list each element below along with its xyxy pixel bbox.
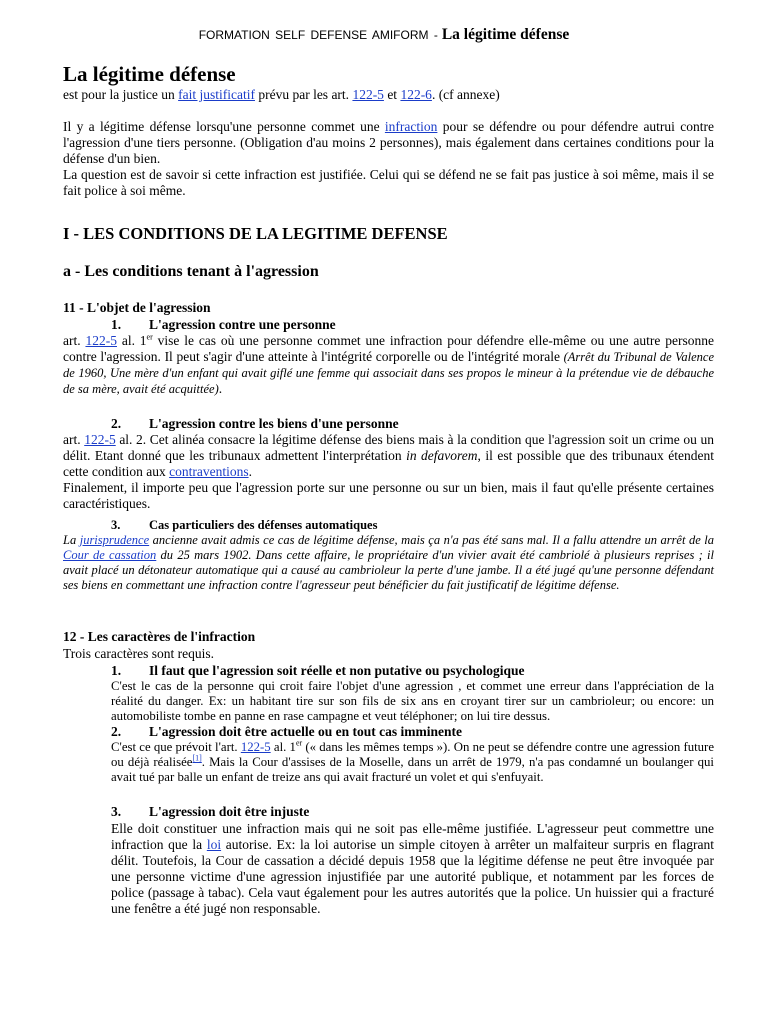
text: , il est possible que des tribunaux étendent cette condition aux (63, 448, 715, 479)
item-11-2-conclusion: Finalement, il importe peu que l'agression porte sur une personne ou sur un bien, mais il faut qu'elle présente certaines caractéristiques. (63, 480, 714, 511)
definition-text-2: pour se défendre ou pour défendre autrui contre l'agression d'une tiers personne. (Obligation d'au moins 2 personnes), mais également dans certaines conditions pour la défense d'un bien. (63, 119, 715, 166)
text: Elle doit constituer une infraction mais qui ne soit pas elle-même justifiée. L'agresseur peut commettre une infraction que la (111, 821, 714, 852)
item-number: 2. (111, 416, 122, 431)
link-122-5-al2[interactable]: 122-5 (84, 432, 116, 447)
item-number: 1. (111, 317, 122, 332)
item-11-1-text (63, 333, 714, 397)
subsection-heading-11: 11 - L'objet de l'agression (63, 300, 211, 315)
text: . Mais la Cour d'assises de la Moselle, dans un arrêt de 1979, n'a pas condamné un boulanger qui avait tué par balle un enfant de treize ans qui avait fracturé un volet et qui s'enfuyait. (111, 755, 714, 784)
item-12-3-title (63, 804, 714, 820)
item-11-2-title (63, 416, 714, 432)
italic-term: in defavorem (406, 448, 478, 463)
item-number: 2. (111, 724, 122, 739)
intro-text-4: . (cf annexe) (431, 87, 500, 102)
item-title: Cas particuliers des défenses automatiques (149, 518, 378, 532)
intro-text-1: est pour la justice un (63, 87, 179, 102)
link-loi[interactable]: loi (206, 837, 222, 852)
item-number: 3. (111, 518, 121, 532)
definition-paragraph (63, 119, 714, 167)
item-title: Il faut que l'agression soit réelle et non putative ou psychologique (149, 663, 525, 678)
item-number: 3. (111, 804, 122, 819)
header-prefix: FORMATION SELF DEFENSE AMIFORM - (198, 28, 438, 42)
item-title: L'agression doit être injuste (149, 804, 310, 819)
item-12-2-title (63, 724, 714, 740)
text: al. 2. Cet alinéa consacre la légitime défense des biens mais à la condition que l'agression soit un crime ou un délit. Etant donné que les tribunaux admettent l'interprétation (63, 432, 714, 463)
item-12-3-text (111, 821, 714, 917)
text: ancienne avait admis ce cas de légitime défense, mais ça n'a pas été sans mal. Il a fallu attendre un arrêt de la (149, 533, 715, 547)
section-heading-a: a - Les conditions tenant à l'agression (63, 263, 319, 280)
item-11-2 (63, 416, 714, 512)
link-122-6[interactable]: 122-6 (400, 87, 432, 102)
text: art. (63, 432, 85, 447)
item-title: L'agression contre une personne (149, 317, 336, 332)
link-122-5[interactable]: 122-5 (352, 87, 384, 102)
link-contraventions[interactable]: contraventions (169, 464, 249, 479)
item-number: 1. (111, 663, 122, 678)
item-11-1 (63, 317, 714, 397)
link-cour-de-cassation[interactable]: Cour de cassation (63, 548, 157, 562)
item-title: L'agression contre les biens d'une personne (149, 416, 399, 431)
text: (« dans les mêmes temps »). On ne peut se défendre contre une agression future ou déjà réalisée (111, 740, 715, 769)
link-122-5-al1[interactable]: 122-5 (85, 333, 117, 348)
item-12-1-text: C'est le cas de la personne qui croit faire l'objet d'une agression , et commet une erreur dans l'appréciation de la réalité du danger. Ex: un habitant tire sur son fils de six ans en croyant tirer sur un cambrioleur; ou encore: un automobiliste tombe en panne en rase campagne et veut téléphoner; on lui tire dessus. (111, 679, 714, 723)
item-title: L'agression doit être actuelle ou en tout cas imminente (149, 724, 462, 739)
item-11-1-title (63, 317, 714, 333)
item-11-3-text (63, 533, 714, 593)
case-reference-italic: (Arrêt du Tribunal de Valence de 1960, Une mère d'un enfant qui avait giflé une femme qui associait dans ses propos le mineur à la prétendue vie de débauche de sa mère, avait été acquittée) (63, 350, 714, 396)
section-heading-1: I - LES CONDITIONS DE LA LEGITIME DEFENSE (63, 224, 448, 243)
question-paragraph: La question est de savoir si cette infraction est justifiée. Celui qui se défend ne se fait pas justice à soi même, mais il se fait police à soi même. (63, 167, 714, 198)
definition-text-1: Il y a légitime défense lorsqu'une personne commet une (63, 119, 385, 134)
item-12-1 (63, 663, 714, 724)
item-12-1-title (63, 663, 714, 679)
link-fait-justificatif[interactable]: fait justificatif (178, 87, 255, 102)
text: art. (63, 333, 86, 348)
text: C'est ce que prévoit l'art. (111, 740, 241, 754)
item-11-2-text (63, 432, 714, 480)
link-122-5-s12[interactable]: 122-5 (240, 740, 271, 754)
text: . (248, 464, 252, 479)
text: autorise. Ex: la loi autorise un simple citoyen à arrêter un malfaiteur surpris en flagrant délit. Toutefois, la Cour de cassation a décidé depuis 1958 que la légitime défense ne peut être invoquée par une personne victime d'une agression injustifiée par une autorité publique, et notamment par les forces de police (passage à tabac). Cela vaut également pour les autres autorités que la police. Un huissier qui a fracturé une fenêtre a été jugé non responsable. (111, 837, 714, 916)
superscript: er (146, 332, 153, 342)
text: al. 1 (116, 333, 147, 348)
text: La (63, 533, 80, 547)
item-12-3 (63, 804, 714, 917)
item-12-2 (63, 724, 714, 785)
page-header (0, 26, 768, 44)
subsection-heading-12: 12 - Les caractères de l'infraction (63, 629, 256, 644)
intro-paragraph (63, 87, 714, 103)
text: du 25 mars 1902. Dans cette affaire, le propriétaire d'un vivier avait été cambriolé à plusieurs reprises ; il avait placé un détonateur automatique qui a causé au cambrioleur la perte d'une jambe. Il a été jugé qu'une personne défendant ses biens en commettant une infraction contre l'agresseur peut bénéficier du fait justificatif de légitime défense. (63, 548, 714, 592)
link-infraction[interactable]: infraction (384, 119, 438, 134)
header-title: La légitime défense (441, 26, 570, 43)
s12-intro: Trois caractères sont requis. (63, 646, 214, 661)
text: al. 1 (270, 740, 296, 754)
link-jurisprudence[interactable]: jurisprudence (79, 533, 150, 547)
footnote-link[interactable]: [1] (192, 753, 202, 763)
superscript: er (295, 738, 303, 748)
document-title: La légitime défense (63, 62, 236, 86)
item-12-2-text (111, 740, 714, 785)
item-11-3 (63, 517, 714, 593)
text: . (218, 381, 223, 396)
intro-text-2: prévu par les art. (254, 87, 353, 102)
text: vise le cas où une personne commet une infraction pour défendre elle-même ou une autre personne contre l'agression. Il peut s'agir d'une atteinte à l'intégrité corporelle ou de l'intégrité morale (63, 333, 714, 364)
item-11-3-title (63, 517, 714, 533)
intro-text-3: et (383, 87, 401, 102)
document-body (63, 60, 715, 916)
